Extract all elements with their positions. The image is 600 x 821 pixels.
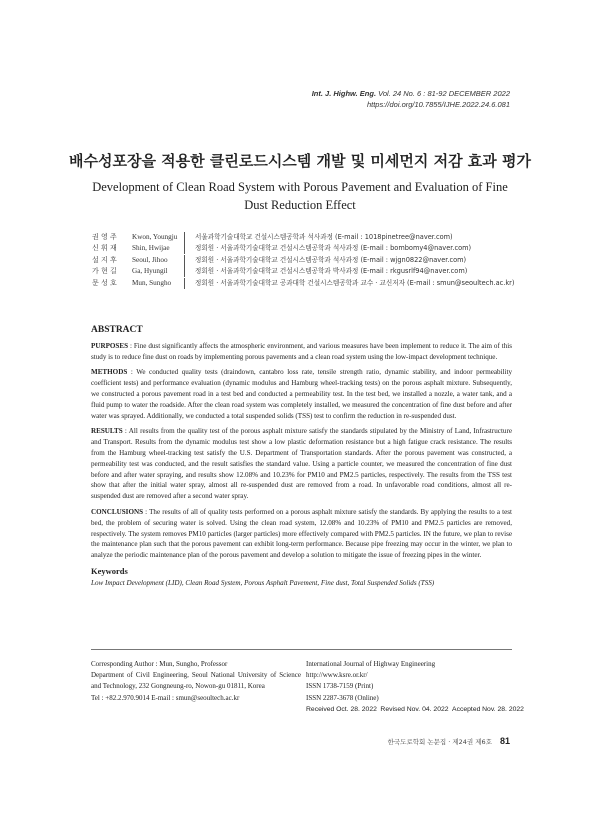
author-name-ko: 문 성 호 [92,278,117,287]
journal-abbr: Int. J. Highw. Eng. [311,89,377,98]
footnote-divider [91,649,512,650]
history-dates [306,704,526,715]
corresponding-author: Corresponding Author : Mun, Sungho, Professor [91,660,228,668]
author-list [92,232,514,289]
methods-text: : We conducted quality tests (draindown, cantabro loss rate, tensile strength ratio, dynamic stability, and indoor permeability coefficient tests) and performance evaluation (dynamic modulus and Hamburg wheel-tracking tests) on the porous asphalt mixture. Subsequently, we constructed a porous pavement road in a test bed and conducted a permeability test. In the test bed, we installed a nozzle, a water tank, and a fluid pump to water the roadside. After the clean road system was completely installed, we measured the concentration of fine dust before and after water was sprayed. Additionally, we conducted a total suspended solids (TSS) test to confirm the reduction in re-suspended dust. [91,368,512,420]
abstract-methods [91,367,512,421]
purposes-label: PURPOSES [91,341,129,350]
author-name-ko: 신 휘 재 [92,244,117,253]
purposes-text: : Fine dust significantly affects the atmospheric environment, and various measures have been implement to reduce it. The aim of this study is to reduce fine dust on roads by implementing porous pavements and a clean road system using the low-impact development technique. [91,341,512,361]
conclusions-text: : The results of all of quality tests performed on a porous asphalt mixture satisfy the standards. By applying the results to a test bed, the problem of securing water is solved. Using the clean road system, 12.08% and 10.23% of PM10 and PM2.5 particles are removed, respectively. The system removes PM10 particles (larger particles) more effectively compared with PM2.5 particles. IN the future, we plan to revise the maintenance plan such that the porous pavement can exhibit long-term performance. Because pipe freezing may occur in the winter, we plan to analyze the periodic maintenance plan of the porous pavement and develop a solution to mitigate the issue of freezing pipes in the winter. [91,507,512,560]
results-text: : All results from the quality test of the porous asphalt mixture satisfy the standards stipulated by the Ministry of Land, Infrastructure and Transport. Results from the dynamic modulus test show a low plastic deformation resistance but a high fatigue crack resistance. The results from the Hamburg wheel-tracking test satisfy the U.S. Department of Transportation standards. After the porous pavement was constructed, a permeability test was conducted, and the result satisfies the standard value. Using a particle counter, we measured the concentration of fine dust before and after water spraying, and results show 12.08% and 10.23% for PM10 and PM2.5 particles, respectively. The results from the TSS test show that after the initial water spray, almost all re-suspended dust are removed from a road. In unfavorable road conditions, almost all re-suspended dust are removed after a second water spray. [91,427,512,501]
revised-label: Revised [380,705,405,713]
abstract-heading: ABSTRACT [91,325,143,335]
received-label: Received [306,705,335,713]
author-row [92,243,514,254]
journal-url[interactable]: http://www.ksre.or.kr/ [306,671,368,680]
journal-info-block [306,659,526,715]
author-name-en: Shin, Hwijae [132,244,170,253]
page-number: 81 [499,736,510,746]
author-affiliation: 정회원 · 서울과학기술대학교 건설시스템공학과 석사과정 (E-mail : wjgn0822@naver.com) [195,255,467,264]
methods-label: METHODS [91,368,128,377]
author-affiliation: 정회원 · 서울과학기술대학교 건설시스템공학과 박사과정 (E-mail : rkgusrlf94@naver.com) [195,267,468,276]
abstract-results [91,426,512,502]
author-row [92,255,514,266]
accepted-label: Accepted [452,705,481,713]
abstract-conclusions [91,507,512,561]
author-affiliation: 정회원 · 서울과학기술대학교 공과대학 건설시스템공학과 교수 · 교신저자 (E-mail : smun@seoultech.ac.kr) [195,278,515,287]
corresponding-contact: Tel : +82.2.970.9014 E-mail : smun@seoultech.ac.kr [91,693,240,702]
title-english: Development of Clean Road System with Porous Pavement and Evaluation of Fine Dust Reduction Effect [92,180,508,212]
author-name-en: Seoul, Jihoo [132,255,168,264]
author-separator [184,266,195,277]
received-date: Oct. 28. 2022 [336,705,377,713]
author-separator [184,255,195,266]
author-separator [184,243,195,254]
author-row [92,266,514,277]
conclusions-label: CONCLUSIONS [91,507,144,516]
author-name-en: Mun, Sungho [132,278,172,287]
issn-print: ISSN 1738-7159 (Print) [306,682,374,691]
footer-journal: 한국도로학회 논문집 · 제24권 제6호 [387,737,492,746]
revised-date: Nov. 04. 2022 [406,705,449,713]
accepted-date: Nov. 28. 2022 [482,705,524,713]
journal-doi[interactable]: https://doi.org/10.7855/IJHE.2022.24.6.081 [366,100,510,109]
journal-name: International Journal of Highway Engineering [306,660,436,668]
author-affiliation: 정회원 · 서울과학기술대학교 건설시스템공학과 석사과정 (E-mail : bombomy4@naver.com) [195,244,472,253]
abstract-section [91,325,512,589]
author-row [92,278,514,289]
journal-header [312,88,510,110]
author-affiliation: 서울과학기술대학교 건설시스템공학과 석사과정 (E-mail : 1018pinetree@naver.com) [195,233,453,241]
corresponding-affiliation: Department of Civil Engineering, Seoul National University of Science and Technology, 232 Gongneung-ro, Nowon-gu 01811, Korea [91,671,301,691]
page-footer [388,736,510,746]
abstract-purposes [91,341,512,363]
journal-citation: Vol. 24 No. 6 : 81-92 DECEMBER 2022 [376,89,510,98]
keywords-text: Low Impact Development (LID), Clean Road System, Porous Asphalt Pavement, Fine dust, Total Suspended Solids (TSS) [91,578,435,587]
title-korean: 배수성포장을 적용한 클린로드시스템 개발 및 미세먼지 저감 효과 평가 [69,152,531,170]
author-row [92,232,514,243]
author-name-en: Ga, Hyungil [132,267,168,276]
author-separator [184,278,195,289]
author-name-ko: 설 지 후 [92,255,117,264]
issn-online: ISSN 2287-3678 (Online) [306,693,379,702]
keywords-heading: Keywords [91,565,128,576]
corresponding-author-block [91,659,301,704]
results-label: RESULTS [91,427,123,436]
author-name-en: Kwon, Youngju [132,233,178,241]
author-name-ko: 권 영 주 [92,233,117,241]
author-name-ko: 가 현 길 [92,267,117,276]
author-separator [184,232,195,243]
